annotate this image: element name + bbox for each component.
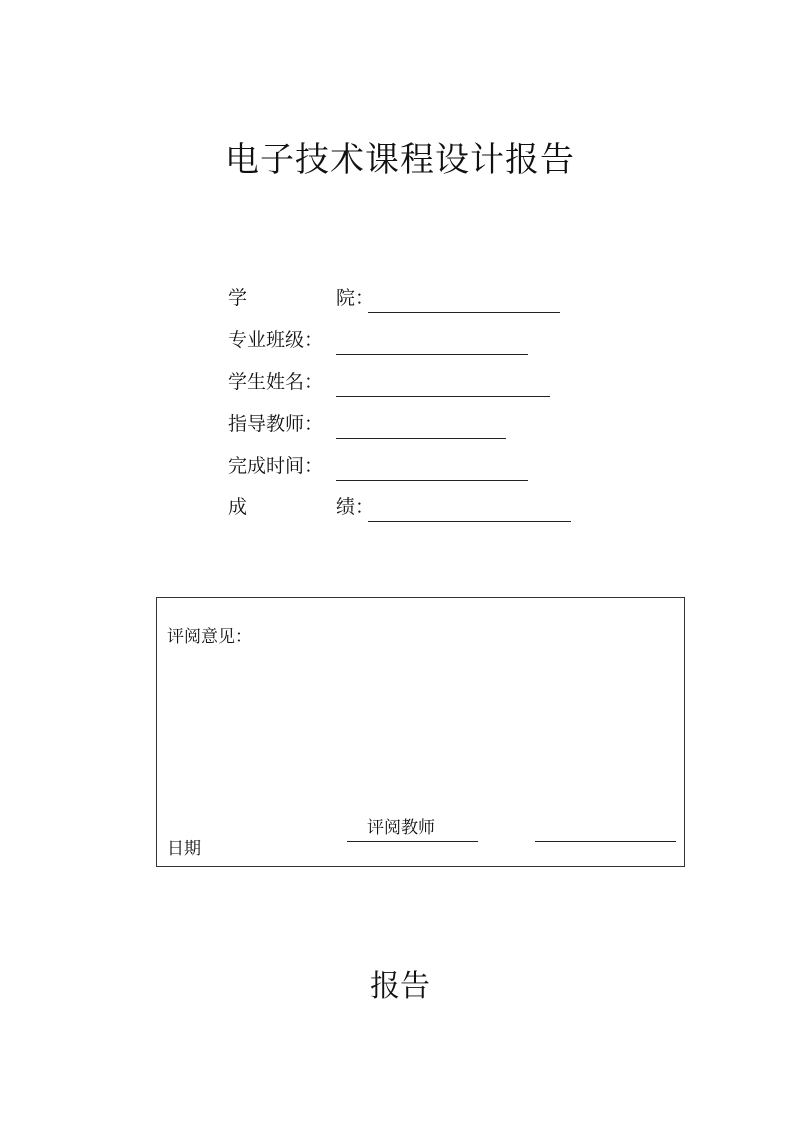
review-comments-label: 评阅意见： [167, 627, 252, 647]
field-major-class-blank[interactable] [336, 354, 528, 355]
field-completion-date-label: 完成时间： [228, 455, 324, 477]
field-student-name [228, 367, 568, 397]
field-grade-label-b: 绩： [336, 496, 375, 518]
field-student-name-label: 学生姓名： [228, 371, 324, 393]
review-box [156, 597, 685, 867]
field-major-class [228, 325, 568, 355]
field-grade-label-a: 成 [228, 496, 248, 518]
field-student-name-blank[interactable] [336, 396, 550, 397]
review-date-label: 日期 [167, 839, 201, 859]
field-college-label-a: 学 [228, 287, 248, 309]
reviewer-signature-line[interactable] [347, 841, 478, 842]
field-college-blank[interactable] [368, 312, 560, 313]
field-advisor-label: 指导教师： [228, 413, 324, 435]
field-advisor-blank[interactable] [336, 438, 506, 439]
page-title: 电子技术课程设计报告 [225, 140, 575, 180]
field-advisor [228, 409, 568, 439]
field-grade [228, 492, 578, 522]
field-completion-date [228, 451, 568, 481]
field-grade-blank[interactable] [368, 521, 571, 522]
field-college [228, 283, 568, 313]
footer-heading: 报告 [370, 969, 430, 1004]
field-completion-date-blank[interactable] [336, 480, 528, 481]
reviewer-label: 评阅教师 [367, 818, 435, 838]
field-college-label-b: 院： [336, 287, 375, 309]
field-major-class-label: 专业班级： [228, 329, 324, 351]
date-signature-line[interactable] [535, 841, 676, 842]
